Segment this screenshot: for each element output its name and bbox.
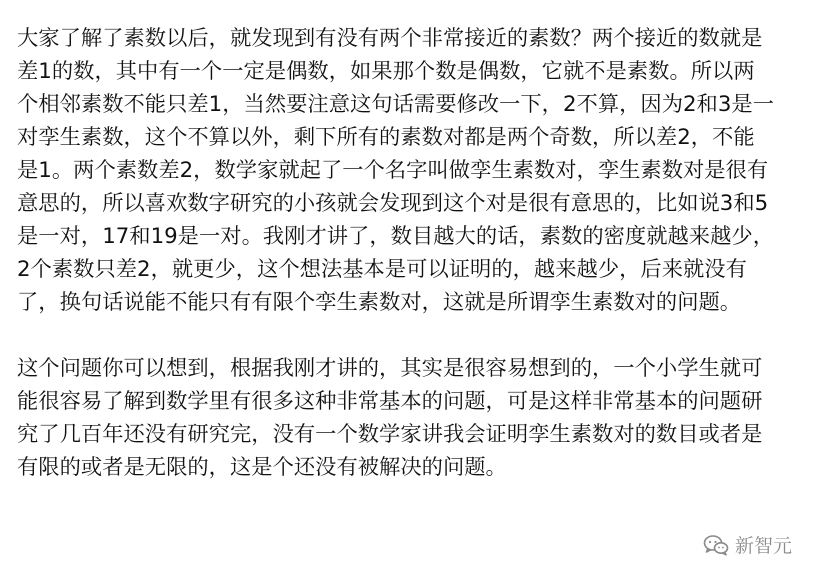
watermark	[703, 531, 792, 558]
text-line: 这个问题你可以想到，根据我刚才讲的，其实是很容易想到的，一个小学生就可	[17, 356, 763, 381]
wechat-icon	[703, 534, 729, 556]
paragraph-2	[17, 352, 807, 484]
text-line: 究了几百年还没有研究完，没有一个数学家讲我会证明孪生素数对的数目或者是	[17, 422, 763, 447]
text-line: 2个素数只差2，就更少，这个想法基本是可以证明的，越来越少，后来就没有	[17, 257, 747, 282]
paragraph-1	[17, 22, 807, 319]
text-line: 了，换句话说能不能只有有限个孪生素数对，这就是所谓孪生素数对的问题。	[17, 290, 742, 315]
watermark-text: 新智元	[734, 535, 792, 557]
paragraph-spacer	[17, 319, 807, 352]
text-line: 能很容易了解到数学里有很多这种非常基本的问题，可是这样非常基本的问题研	[17, 389, 763, 414]
text-line: 差1的数，其中有一个一定是偶数，如果那个数是偶数，它就不是素数。所以两	[17, 59, 755, 84]
text-line: 意思的，所以喜欢数字研究的小孩就会发现到这个对是很有意思的，比如说3和5	[17, 191, 769, 216]
text-line: 是一对，17和19是一对。我刚才讲了，数目越大的话，素数的密度就越来越少，	[17, 224, 774, 249]
text-line: 个相邻素数不能只差1，当然要注意这句话需要修改一下，2不算，因为2和3是一	[17, 92, 774, 117]
article-body	[17, 22, 807, 484]
text-line: 是1。两个素数差2，数学家就起了一个名字叫做孪生素数对，孪生素数对是很有	[17, 158, 769, 183]
text-line: 对孪生素数，这个不算以外，剩下所有的素数对都是两个奇数，所以差2，不能	[17, 125, 755, 150]
text-line: 大家了解了素数以后，就发现到有没有两个非常接近的素数？两个接近的数就是	[17, 26, 763, 51]
text-line: 有限的或者是无限的，这是个还没有被解决的问题。	[17, 455, 507, 480]
